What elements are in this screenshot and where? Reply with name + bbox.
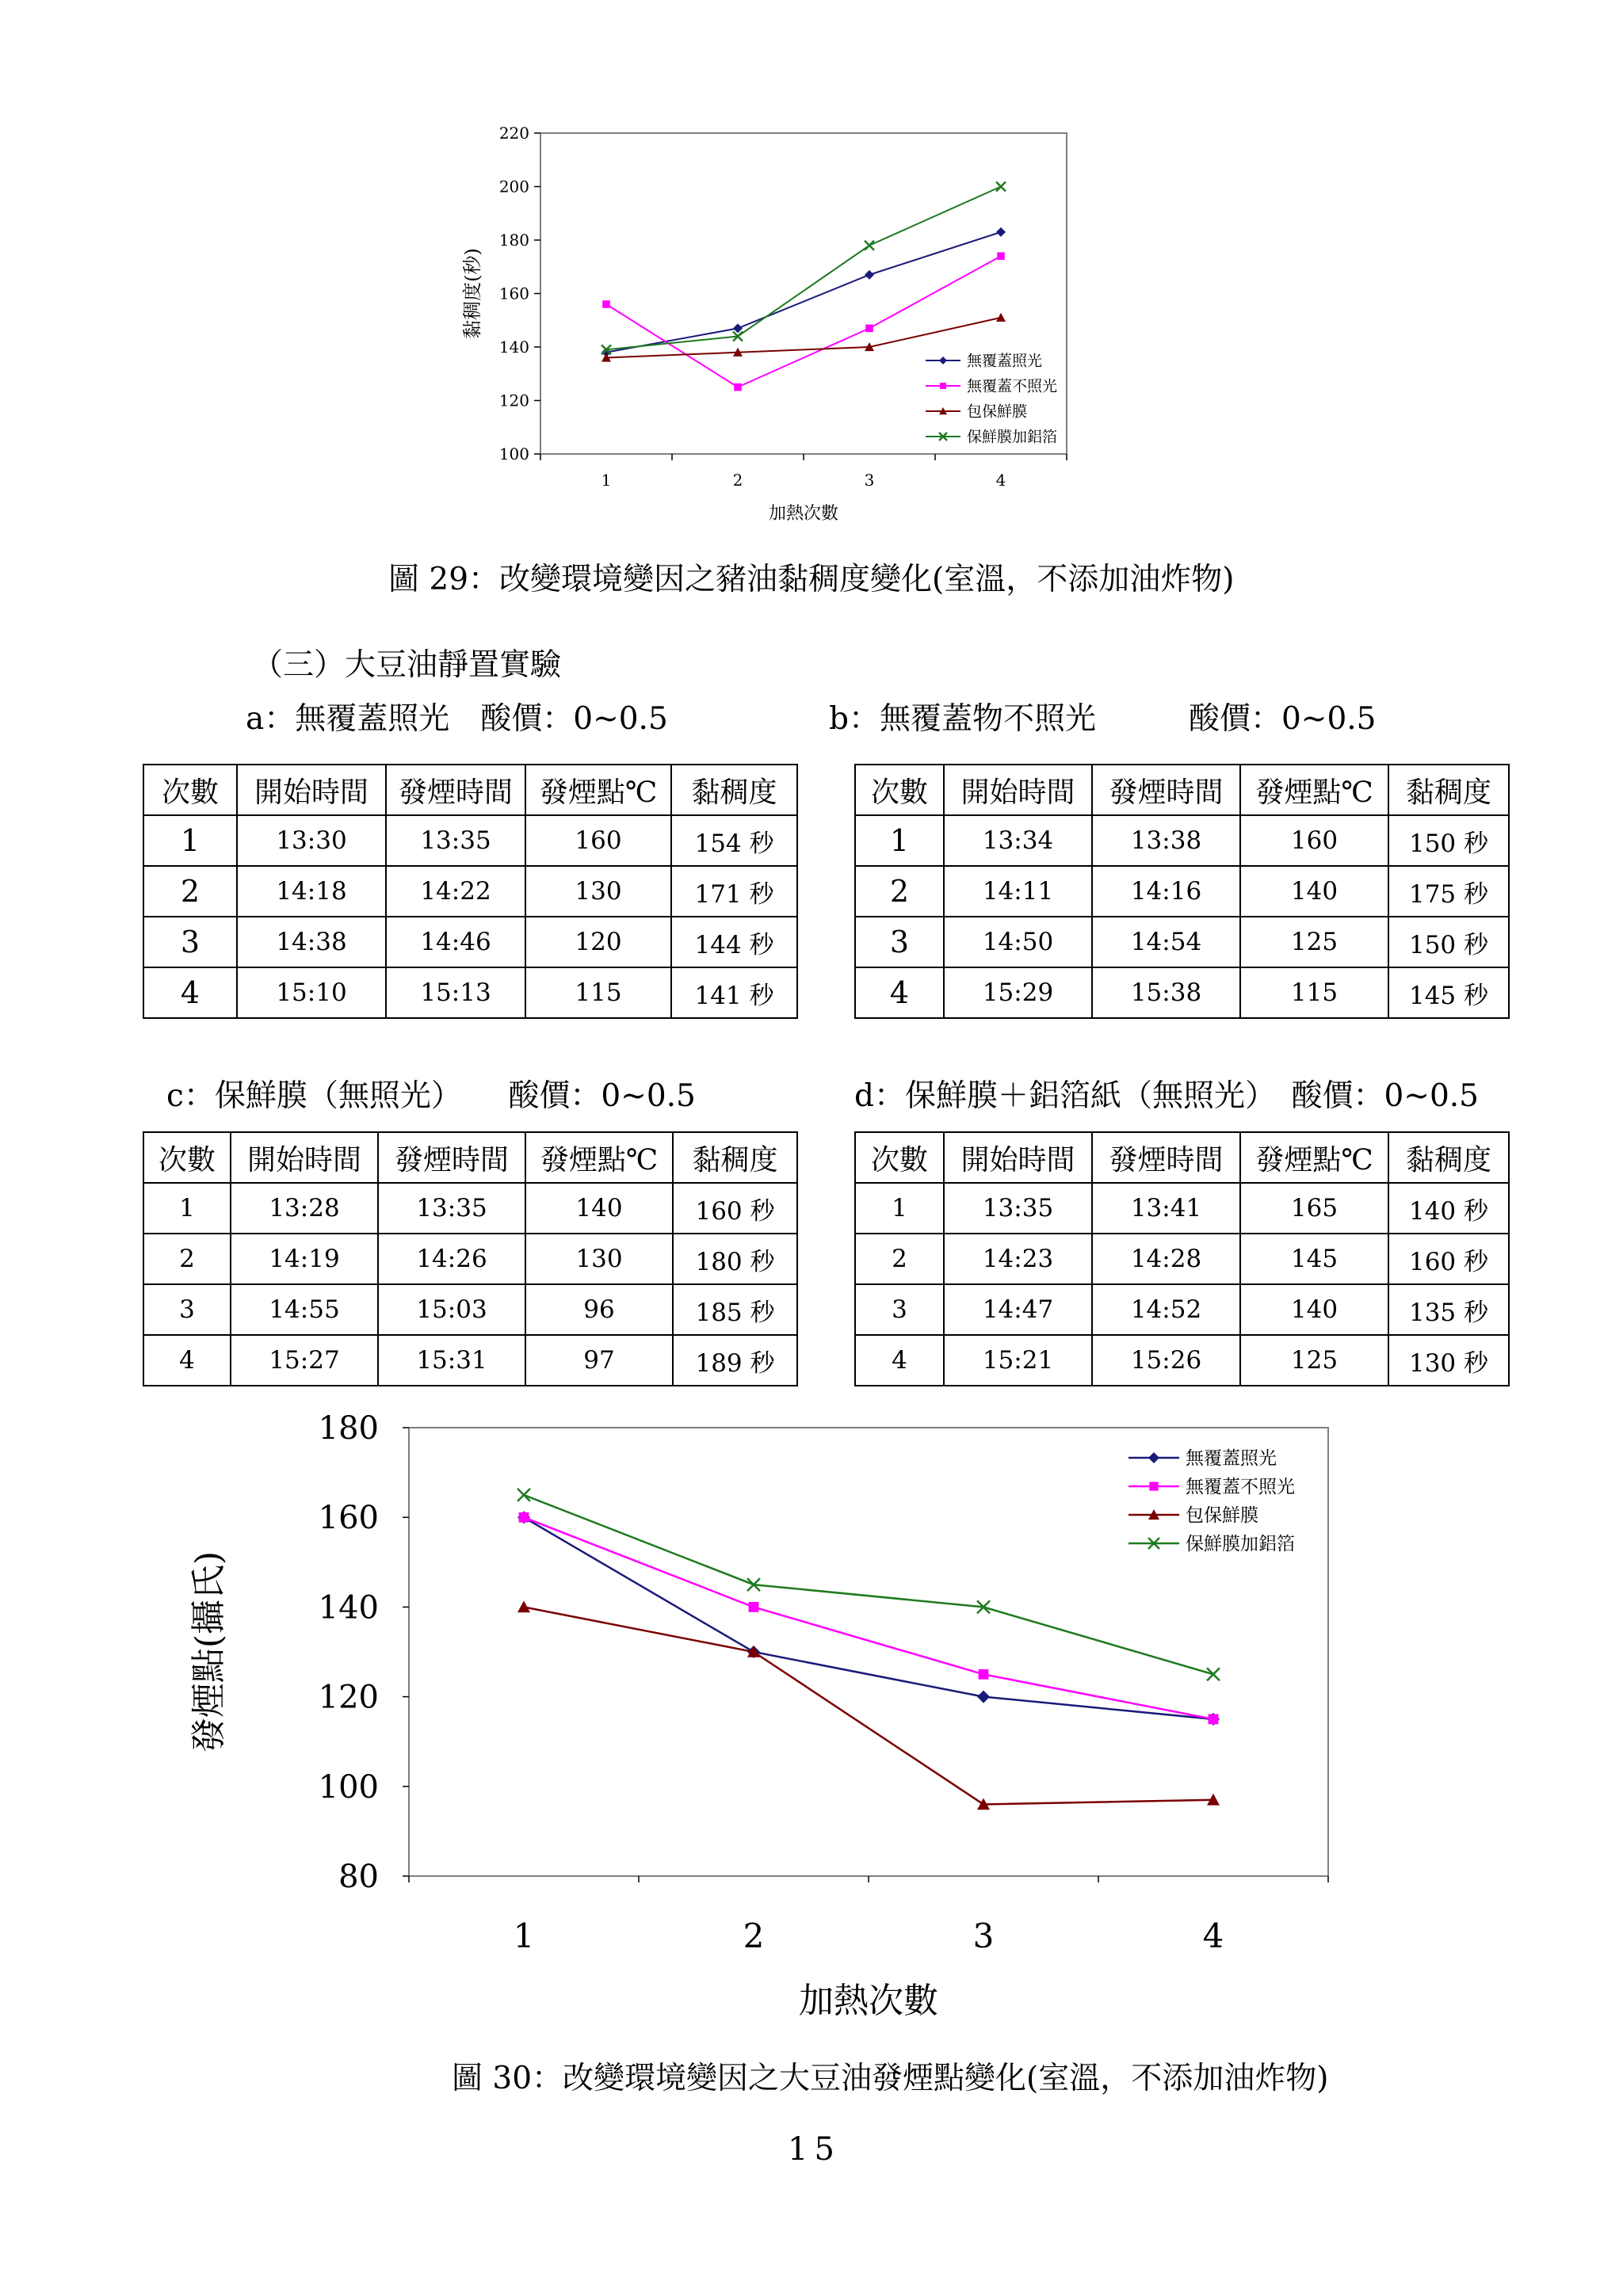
table-cell: 160	[525, 815, 671, 866]
header-cell: 開始時間	[231, 1132, 378, 1183]
header-cell: 開始時間	[237, 765, 386, 815]
legend-label: 包保鮮膜	[1186, 1505, 1258, 1527]
table-cell: 160 秒	[1388, 1234, 1509, 1284]
table-cell: 2	[143, 1234, 231, 1284]
data-point	[1207, 1668, 1220, 1680]
table-cell: 141 秒	[671, 967, 797, 1018]
header-cell: 黏稠度	[1388, 1132, 1509, 1183]
table-cell: 13:35	[386, 815, 525, 866]
legend-marker	[1149, 1482, 1158, 1490]
table-cell: 14:55	[231, 1284, 378, 1335]
header-cell: 開始時間	[944, 1132, 1092, 1183]
data-point	[749, 1602, 759, 1612]
table-cell: 3	[855, 917, 944, 967]
header-cell: 發煙點℃	[525, 765, 671, 815]
table-cell: 15:21	[944, 1335, 1092, 1386]
series-line	[524, 1607, 1213, 1804]
table-cell: 175 秒	[1388, 866, 1509, 917]
header-cell: 次數	[143, 765, 237, 815]
table-cell: 160 秒	[673, 1183, 797, 1234]
table-cell: 140 秒	[1388, 1183, 1509, 1234]
legend-label: 無覆蓋照光	[967, 352, 1043, 370]
x-axis-label: 加熱次數	[799, 1981, 938, 2021]
table-cell: 14:26	[378, 1234, 525, 1284]
y-tick-label: 160	[498, 284, 529, 303]
y-tick-label: 100	[498, 444, 529, 463]
data-point	[979, 1669, 989, 1680]
header-cell: 次數	[143, 1132, 231, 1183]
x-tick-label: 2	[732, 471, 743, 490]
table-cell: 135 秒	[1388, 1284, 1509, 1335]
table-cell: 140	[1240, 1284, 1388, 1335]
table-cell: 14:38	[237, 917, 386, 967]
x-axis-label: 加熱次數	[768, 504, 839, 524]
y-tick-label: 100	[318, 1768, 379, 1806]
legend-label: 保鮮膜加鋁箔	[1186, 1534, 1295, 1555]
header-cell: 發煙時間	[386, 765, 525, 815]
data-point	[519, 1512, 529, 1523]
header-cell: 發煙點℃	[525, 1132, 673, 1183]
table-cell: 140	[525, 1183, 673, 1234]
table-cell: 120	[525, 917, 671, 967]
table-cell: 185 秒	[673, 1284, 797, 1335]
table-cell: 130	[525, 866, 671, 917]
y-tick-label: 120	[498, 391, 529, 410]
legend-entry	[1128, 1448, 1277, 1469]
series-line	[524, 1517, 1213, 1719]
data-point	[517, 1489, 530, 1501]
table-cell: 1	[855, 1183, 944, 1234]
series-triangle	[517, 1600, 1220, 1810]
table-cell: 115	[525, 967, 671, 1018]
table-cell: 97	[525, 1335, 673, 1386]
table-cell: 14:18	[237, 866, 386, 917]
data-point	[517, 1600, 530, 1612]
table-cell: 154 秒	[671, 815, 797, 866]
table-cell: 15:26	[1092, 1335, 1240, 1386]
table-cell: 130	[525, 1234, 673, 1284]
y-tick-label: 180	[498, 231, 529, 250]
data-point	[977, 1691, 990, 1703]
table-cell: 4	[143, 967, 237, 1018]
table-cell: 1	[855, 815, 944, 866]
legend-entry	[1128, 1534, 1295, 1554]
header-cell: 發煙時間	[1092, 765, 1240, 815]
legend-label: 包保鮮膜	[967, 402, 1028, 421]
section-title: （三）大豆油靜置實驗	[252, 647, 562, 683]
x-tick-label: 4	[1202, 1917, 1224, 1955]
header-cell: 黏稠度	[1388, 765, 1509, 815]
table-cell: 1	[143, 1183, 231, 1234]
header-cell: 次數	[855, 1132, 944, 1183]
table-cell: 13:34	[944, 815, 1092, 866]
data-point	[1209, 1714, 1219, 1725]
legend-label: 無覆蓋不照光	[1186, 1477, 1295, 1498]
x-tick-label: 1	[601, 471, 612, 490]
table-cell: 145	[1240, 1234, 1388, 1284]
table-cell: 14:47	[944, 1284, 1092, 1335]
table-cell: 14:54	[1092, 917, 1240, 967]
table-cell: 140	[1240, 866, 1388, 917]
table-a-title: a：無覆蓋照光 酸價：0~0.5	[246, 701, 668, 737]
table-cell: 15:29	[944, 967, 1092, 1018]
header-cell: 發煙時間	[378, 1132, 525, 1183]
table-c-title: c：保鮮膜（無照光） 酸價：0~0.5	[166, 1078, 696, 1114]
table-cell: 130 秒	[1388, 1335, 1509, 1386]
table-cell: 2	[143, 866, 237, 917]
table-cell: 165	[1240, 1183, 1388, 1234]
table-cell: 13:28	[231, 1183, 378, 1234]
table-cell: 160	[1240, 815, 1388, 866]
x-tick-label: 3	[972, 1917, 995, 1955]
table-cell: 13:41	[1092, 1183, 1240, 1234]
table-cell: 14:16	[1092, 866, 1240, 917]
header-cell: 次數	[855, 765, 944, 815]
table-b-title: b：無覆蓋物不照光 酸價：0~0.5	[829, 701, 1377, 737]
table-cell: 14:23	[944, 1234, 1092, 1284]
legend-label: 保鮮膜加鋁箔	[967, 428, 1058, 446]
series-line	[524, 1495, 1213, 1674]
x-tick-label: 2	[743, 1917, 765, 1955]
table-cell: 3	[143, 1284, 231, 1335]
legend-marker	[1148, 1452, 1159, 1463]
table-cell: 14:46	[386, 917, 525, 967]
y-axis-label: 黏稠度(秒)	[461, 248, 483, 339]
y-tick-label: 120	[318, 1679, 379, 1716]
table-cell: 4	[143, 1335, 231, 1386]
table-cell: 14:28	[1092, 1234, 1240, 1284]
table-cell: 15:03	[378, 1284, 525, 1335]
y-tick-label: 160	[318, 1500, 379, 1537]
x-tick-label: 1	[513, 1917, 535, 1955]
table-cell: 14:52	[1092, 1284, 1240, 1335]
x-tick-label: 4	[995, 471, 1006, 490]
series-line	[524, 1517, 1213, 1719]
table-cell: 125	[1240, 917, 1388, 967]
table-cell: 150 秒	[1388, 917, 1509, 967]
table-cell: 4	[855, 967, 944, 1018]
y-tick-label: 220	[498, 124, 529, 143]
series-square	[519, 1512, 1219, 1725]
figure-29-caption: 圖 29：改變環境變因之豬油黏稠度變化(室溫，不添加油炸物)	[388, 562, 1235, 597]
table-cell: 14:22	[386, 866, 525, 917]
table-cell: 15:10	[237, 967, 386, 1018]
table-cell: 180 秒	[673, 1234, 797, 1284]
table-d-title: d：保鮮膜＋鋁箔紙（無照光） 酸價：0~0.5	[854, 1078, 1479, 1114]
legend-label: 無覆蓋照光	[1186, 1448, 1277, 1470]
table-cell: 13:38	[1092, 815, 1240, 866]
header-cell: 黏稠度	[673, 1132, 797, 1183]
table-cell: 125	[1240, 1335, 1388, 1386]
table-cell: 2	[855, 866, 944, 917]
table-cell: 13:35	[378, 1183, 525, 1234]
table-cell: 3	[855, 1284, 944, 1335]
table-cell: 14:11	[944, 866, 1092, 917]
legend-entry	[1128, 1505, 1258, 1526]
table-cell: 2	[855, 1234, 944, 1284]
y-tick-label: 80	[338, 1859, 379, 1895]
y-tick-label: 200	[498, 177, 529, 196]
table-cell: 145 秒	[1388, 967, 1509, 1018]
table-cell: 150 秒	[1388, 815, 1509, 866]
table-cell: 189 秒	[673, 1335, 797, 1386]
header-cell: 發煙點℃	[1240, 765, 1388, 815]
header-cell: 發煙點℃	[1240, 1132, 1388, 1183]
y-tick-label: 140	[498, 338, 529, 357]
y-tick-label: 180	[318, 1410, 379, 1447]
table-cell: 15:13	[386, 967, 525, 1018]
table-cell: 171 秒	[671, 866, 797, 917]
legend-label: 無覆蓋不照光	[967, 377, 1058, 395]
y-axis-label: 發煙點(攝氏)	[189, 1550, 229, 1753]
header-cell: 發煙時間	[1092, 1132, 1240, 1183]
table-cell: 144 秒	[671, 917, 797, 967]
page-number: 15	[788, 2131, 841, 2168]
y-tick-label: 140	[318, 1589, 379, 1627]
figure-30-caption: 圖 30：改變環境變因之大豆油發煙點變化(室溫，不添加油炸物)	[452, 2061, 1329, 2096]
table-cell: 15:38	[1092, 967, 1240, 1018]
table-cell: 96	[525, 1284, 673, 1335]
series-x	[517, 1489, 1220, 1680]
table-cell: 4	[855, 1335, 944, 1386]
legend-entry	[1128, 1477, 1295, 1497]
table-cell: 13:35	[944, 1183, 1092, 1234]
table-cell: 13:30	[237, 815, 386, 866]
header-cell: 黏稠度	[671, 765, 797, 815]
table-cell: 15:27	[231, 1335, 378, 1386]
table-cell: 14:50	[944, 917, 1092, 967]
table-cell: 1	[143, 815, 237, 866]
table-cell: 15:31	[378, 1335, 525, 1386]
series-diamond	[517, 1511, 1220, 1726]
table-cell: 115	[1240, 967, 1388, 1018]
header-cell: 開始時間	[944, 765, 1092, 815]
table-cell: 14:19	[231, 1234, 378, 1284]
x-tick-label: 3	[864, 471, 875, 490]
table-cell: 3	[143, 917, 237, 967]
